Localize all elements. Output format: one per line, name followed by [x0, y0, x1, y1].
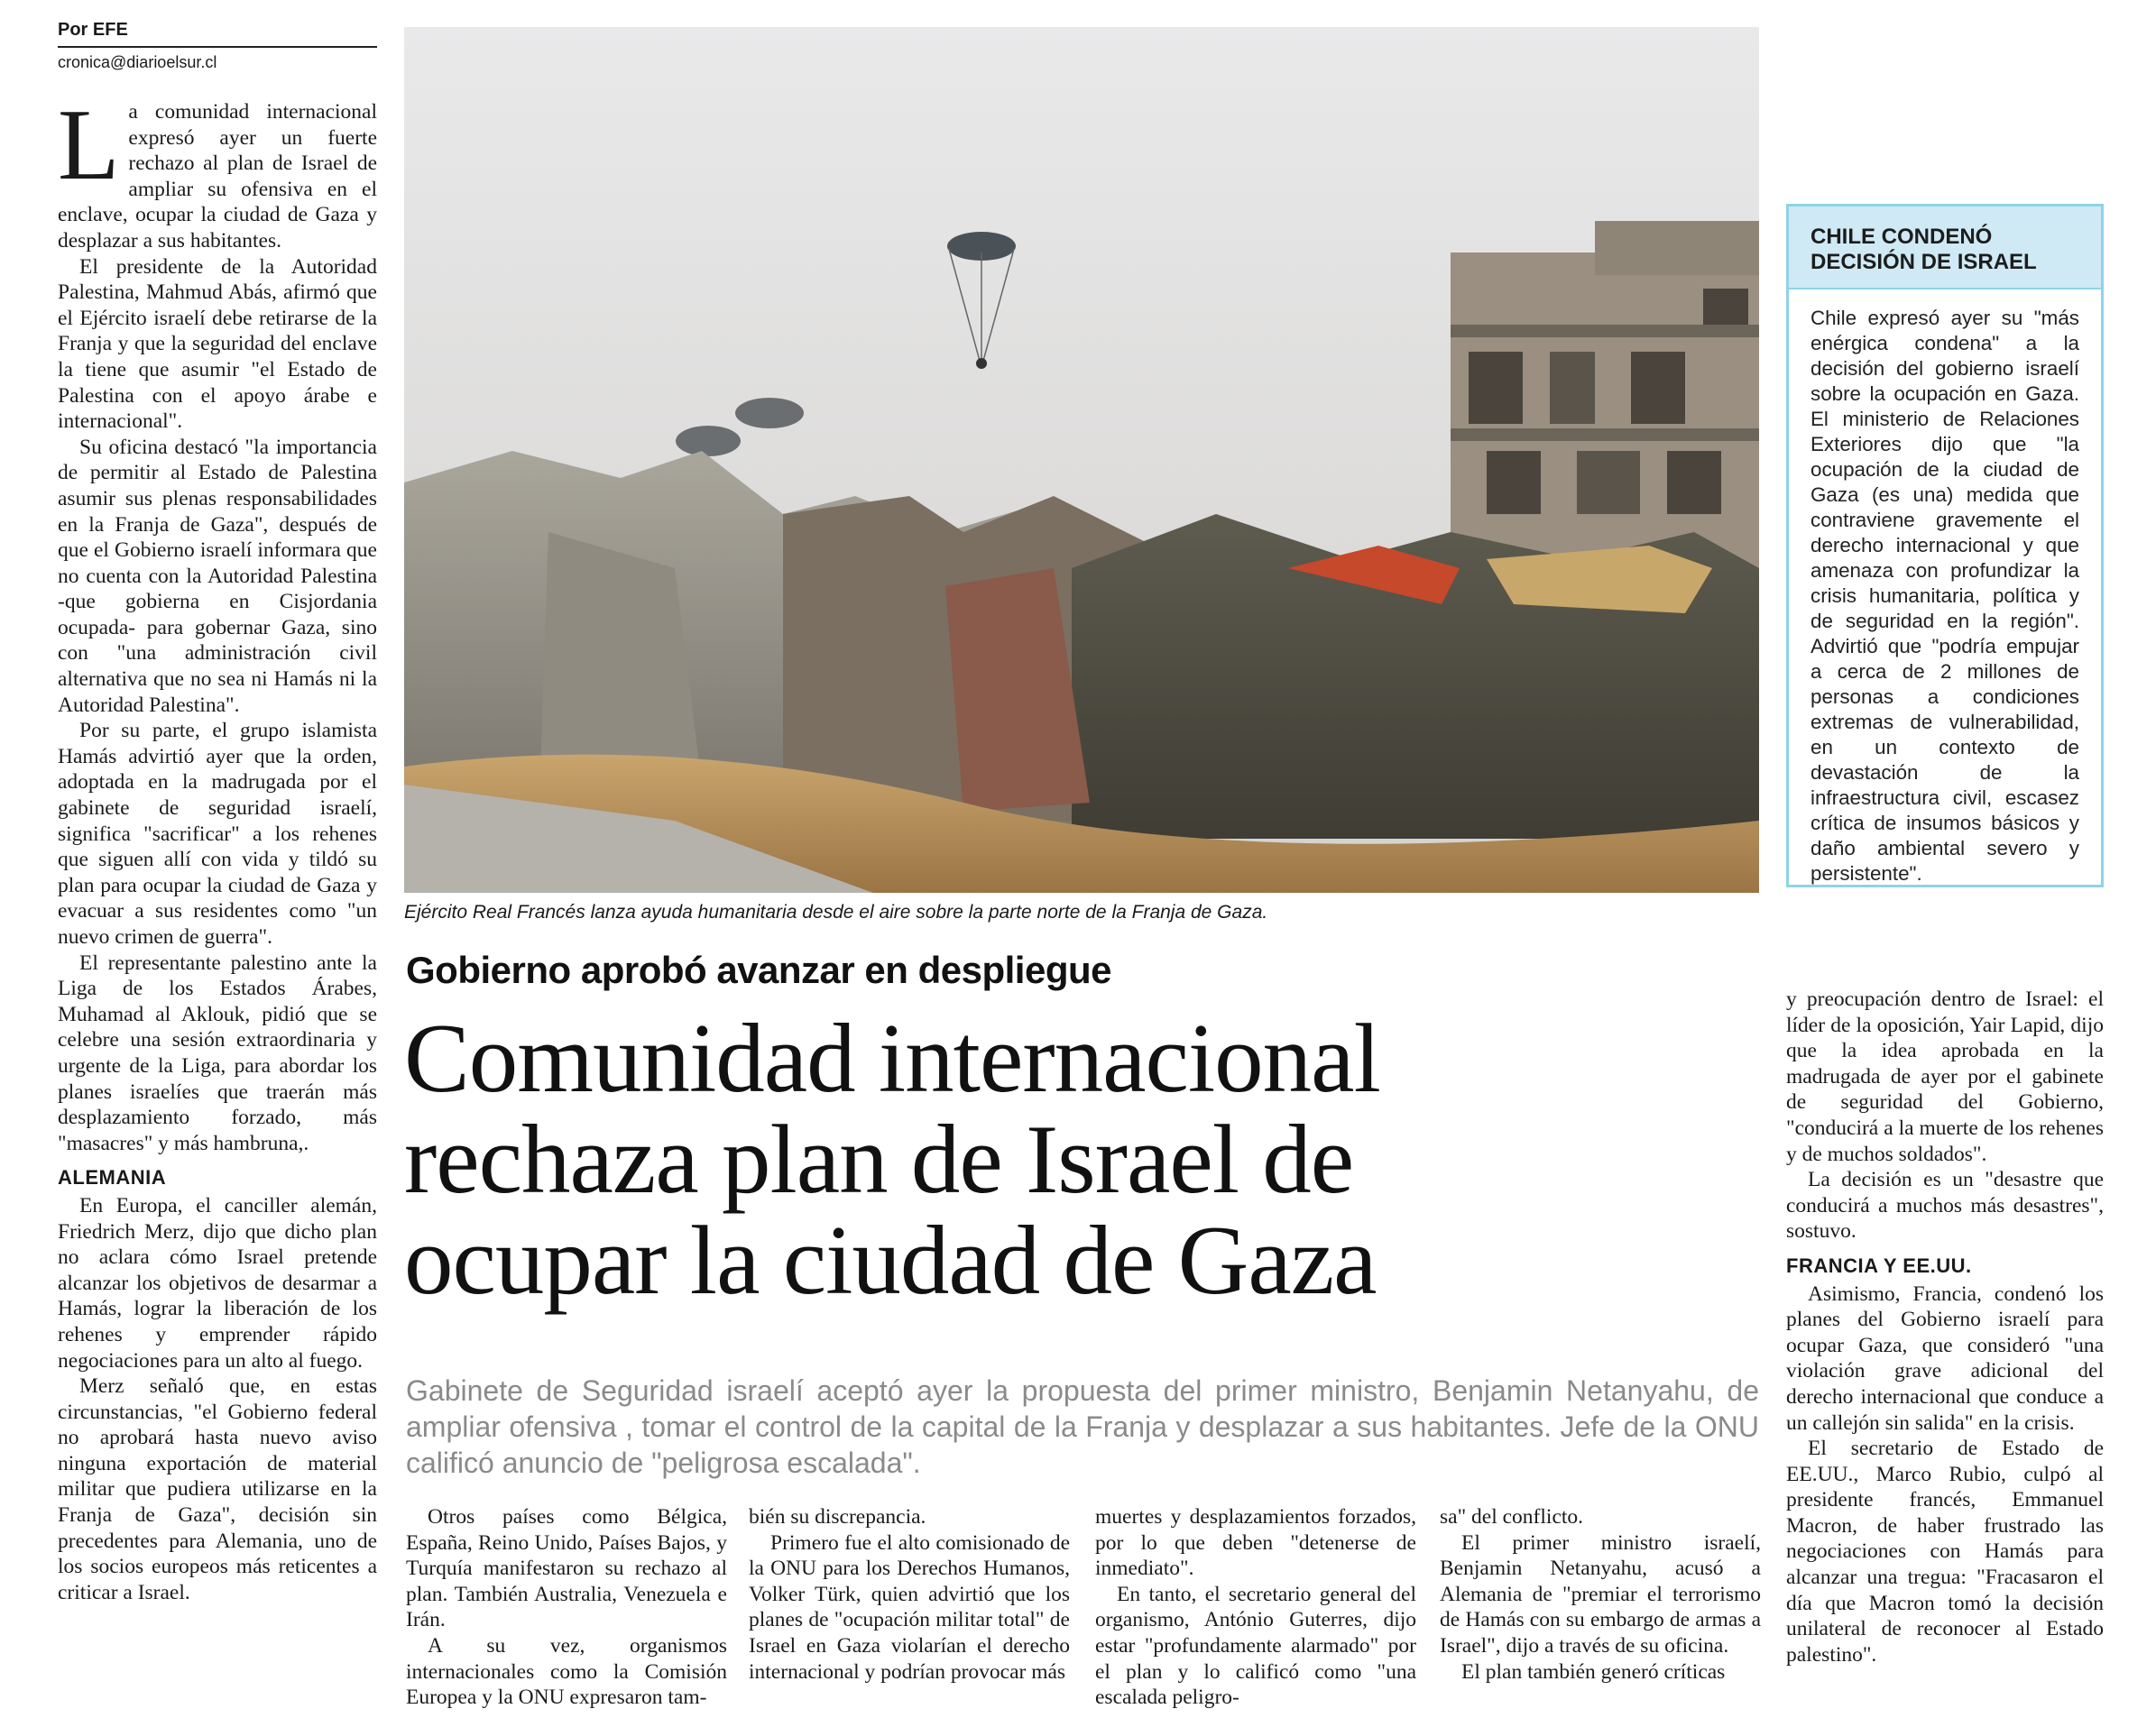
- photo-caption: Ejército Real Francés lanza ayuda humanitaria desde el aire sobre la parte norte de la Franja de Gaza.: [404, 902, 1268, 923]
- article-paragraph: El representante palestino ante la Liga de los Estados Árabes, Muhamad al Aklouk, pidió que se celebre una sesión extraordinaria y urgente de la Liga, para abordar los planes israelíes que traerán más desplazamiento forzado, más "masacres" y más hambruna,.: [58, 951, 377, 1155]
- lead-paragraph: La comunidad internacional expresó ayer un fuerte rechazo al plan de Israel de ampliar su ofensiva en el enclave, ocupar la ciudad de Gaza y desplazar a sus habitantes.: [58, 89, 377, 253]
- news-photo: [404, 27, 1759, 893]
- drop-cap: L: [58, 89, 120, 201]
- byline-email[interactable]: cronica@diarioelsur.cl: [58, 53, 217, 71]
- article-paragraph: Por su parte, el grupo islamista Hamás advirtió ayer que la orden, adoptada en la madrugada por el gabinete de seguridad israelí, significa "sacrificar" a los rehenes que siguen allí con vida y tildó su plan para ocupar la ciudad de Gaza y evacuar a sus residentes como "un nuevo crimen de guerra".: [58, 719, 377, 949]
- headline: Comunidad internacional rechaza plan de Israel de ocupar la ciudad de Gaza: [404, 1004, 1380, 1315]
- byline-author: Por EFE: [58, 20, 128, 40]
- bottom-column-3: muertes y desplazamientos forzados, por lo que deben "detenerse de inmediato". En tanto, el secretario general del organismo, António Guterres, dijo estar "profundamente alarmado" por el plan y lo calificó como "una escalada peligro-: [1095, 1505, 1416, 1710]
- gaza-camp-photo: [404, 27, 1759, 893]
- subhead-francia: FRANCIA Y EE.UU.: [1786, 1254, 1972, 1277]
- kicker: Gobierno aprobó avanzar en despliegue: [406, 949, 1112, 991]
- article-paragraph: El presidente de la Autoridad Palestina, Mahmud Abás, afirmó que el Ejército israelí debe retirarse de la Franja y que la seguridad del enclave la tiene que asumir "el Estado de Palestina con el apoyo árabe e internacional".: [58, 254, 377, 434]
- left-column: [58, 89, 377, 1605]
- byline-rule: [58, 46, 377, 48]
- bottom-column-2: bién su discrepancia. Primero fue el alto comisionado de la ONU para los Derechos Humanos, Volker Türk, quien advirtió que los planes de "ocupación militar total" de Israel en Gaza violarían el derecho internacional y podrían provocar más: [749, 1505, 1070, 1684]
- sidebar-body: Chile expresó ayer su "más enérgica condena" a la decisión del gobierno israelí sobre la ocupación en Gaza. El ministerio de Relaciones Exteriores dijo que "la ocupación de la ciudad de Gaza (es una) medida que contraviene gravemente el derecho internacional y que amenaza con profundizar la crisis humanitaria, política y de seguridad en la región". Advirtió que "podría empujar a cerca de 2 millones de personas a condiciones extremas de vulnerabilidad, en un contexto de devastación de la infraestructura civil, escasez crítica de insumos básicos y daño ambiental severo y persistente".: [1810, 307, 2079, 885]
- article-paragraph: En Europa, el canciller alemán, Friedrich Merz, dijo que dicho plan no aclara cómo Israel pretende alcanzar los objetivos de desarmar a Hamás, lograr la liberación de los rehenes y emprender rápido negociaciones para un alto al fuego.: [58, 1193, 377, 1373]
- sidebar-title: CHILE CONDENÓ DECISIÓN DE ISRAEL: [1789, 207, 2101, 289]
- dek: Gabinete de Seguridad israelí aceptó ayer la propuesta del primer ministro, Benjamin Netanyahu, de ampliar ofensiva , tomar el control de la capital de la Franja y desplazar a sus habitantes. Jefe de la ONU calificó anuncio de "peligrosa escalada".: [406, 1374, 1759, 1479]
- article-paragraph: Su oficina destacó "la importancia de permitir al Estado de Palestina asumir sus plenas responsabilidades en la Franja de Gaza", después de que el Gobierno israelí informara que no cuenta con la Autoridad Palestina -que gobierna en Cisjordania ocupada- para gobernar Gaza, sino con "una administración civil alternativa que no sea ni Hamás ni la Autoridad Palestina".: [58, 435, 377, 717]
- right-column: y preocupación dentro de Israel: el líder de la oposición, Yair Lapid, dijo que la idea aprobada en la madrugada de ayer por el gabinete de seguridad del Gobierno, "conducirá a la muerte de los rehenes y de muchos soldados". La decisión es un "desastre que conducirá a muchos más desastres", sostuvo. FRANCIA Y EE.UU. Asimismo, Francia, condenó los planes del Gobierno israelí para ocupar Gaza, que consideró "una violación grave adicional del derecho internacional que conduce a un callejón sin salida" en la crisis. El secretario de Estado de EE.UU., Marco Rubio, culpó al presidente francés, Emmanuel Macron, de haber frustrado las negociaciones con Hamás para alcanzar una tregua: "Fracasaron el día que Macron tomó la decisión unilateral de reconocer al Estado palestino".: [1786, 988, 2104, 1667]
- sidebar-box: [1786, 204, 2104, 887]
- bottom-column-4: sa" del conflicto. El primer ministro israelí, Benjamin Netanyahu, acusó a Alemania de "premiar el terrorismo de Hamás con su embargo de armas a Israel", dijo a través de su oficina. El plan también generó críticas: [1440, 1505, 1761, 1684]
- byline: [58, 20, 377, 72]
- article-paragraph: Merz señaló que, en estas circunstancias, "el Gobierno federal no aprobará hasta nuevo aviso ninguna exportación de material militar que pudiera utilizarse en la Franja de Gaza", decisión sin precedentes para Alemania, uno de los socios europeos más reticentes a criticar a Israel.: [58, 1374, 377, 1604]
- subhead-alemania: ALEMANIA: [58, 1166, 167, 1190]
- bottom-column-1: Otros países como Bélgica, España, Reino Unido, Países Bajos, y Turquía manifestaron su rechazo al plan. También Australia, Venezuela e Irán. A su vez, organismos internacionales como la Comisión Europea y la ONU expresaron tam-: [406, 1505, 727, 1710]
